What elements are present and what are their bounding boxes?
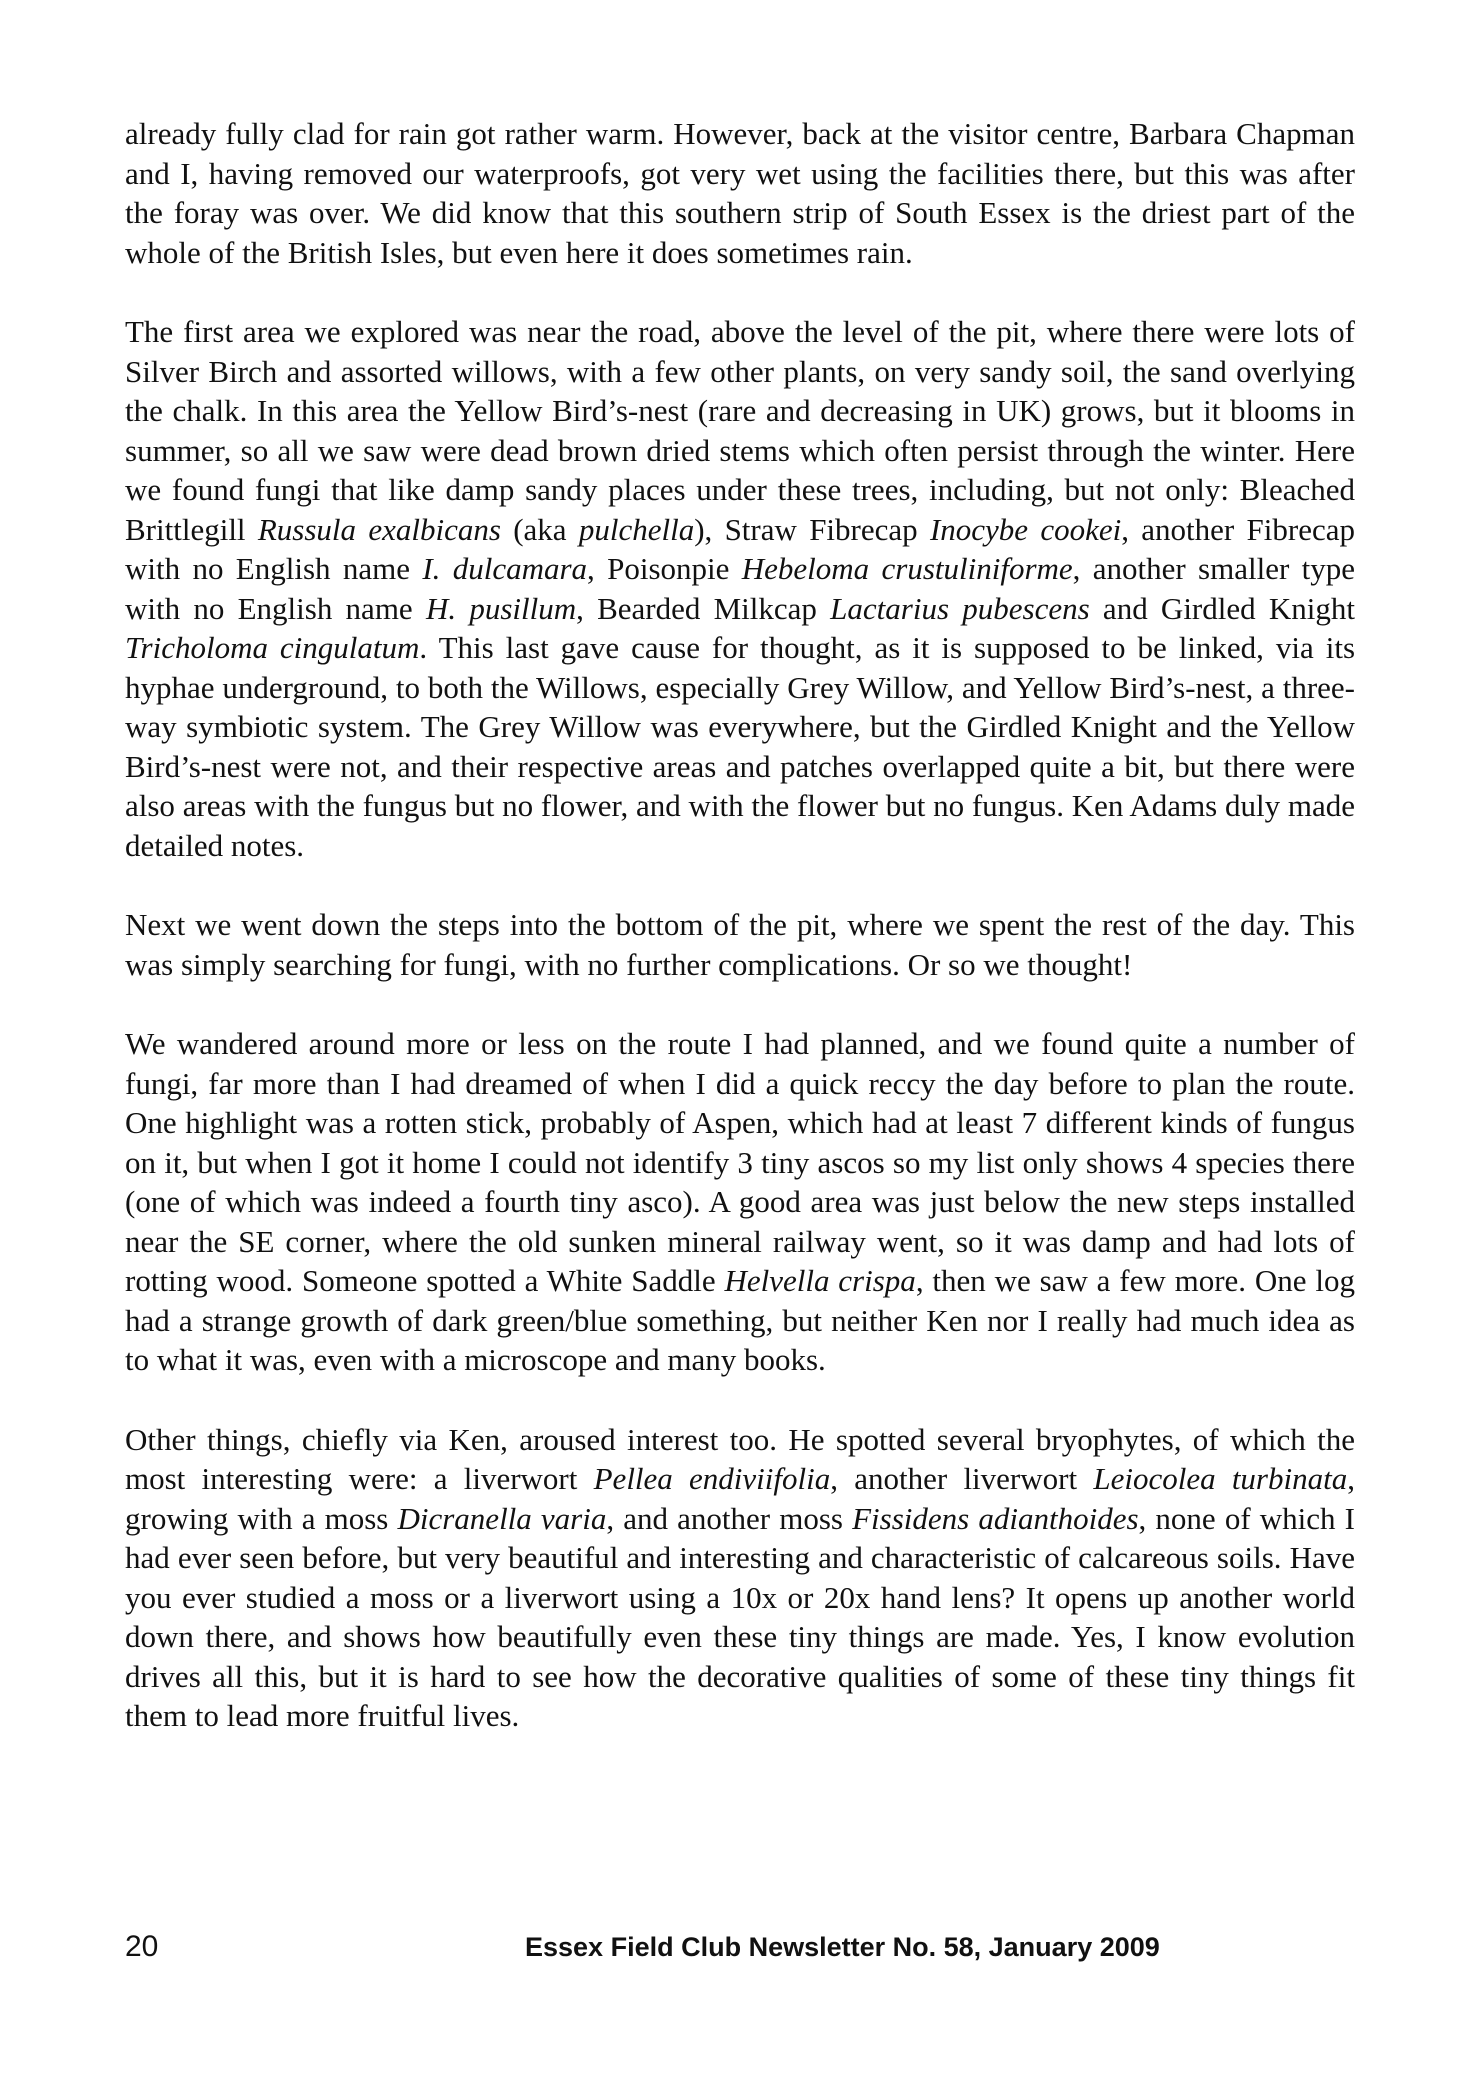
- paragraph: [125, 1420, 1355, 1736]
- text-run: . This last gave cause for thought, as it is supposed to be linked, via its hyphae underground, to both the Willows, especially Grey Willow, and Yellow Bird’s-nest, a three-way symbiotic system. The Grey Willow was everywhere, but the Girdled Knight and the Yellow Bird’s-nest were not, and their respective areas and patches overlapped quite a bit, but there were also areas with the fungus but no flower, and with the flower but no fungus. Ken Adams duly made detailed notes.: [125, 630, 1356, 863]
- species-name: Helvella crispa: [724, 1263, 916, 1298]
- species-name: Hebeloma crustuliniforme: [741, 551, 1073, 586]
- species-name: Pellea endiviifolia: [593, 1461, 831, 1496]
- text-run: already fully clad for rain got rather warm. However, back at the visitor centre, Barbara Chapman and I, having removed our waterproofs, got very wet using the facilities there, but this was after the foray was over. We did know that this southern strip of South Essex is the driest part of the whole of the British Isles, but even here it does sometimes rain.: [125, 116, 1355, 270]
- species-name: I. dulcamara: [422, 551, 588, 586]
- text-run: , another liverwort: [830, 1461, 1094, 1496]
- species-name: Inocybe cookei: [929, 511, 1122, 547]
- species-name: Tricholoma cingulatum: [125, 630, 420, 665]
- species-name: Fissidens adianthoides: [852, 1500, 1139, 1536]
- paragraph: [125, 1024, 1355, 1380]
- text-run: ), Straw Fibrecap: [694, 511, 930, 547]
- text-run: , Poisonpie: [587, 551, 742, 586]
- text-run: Next we went down the steps into the bottom of the pit, where we spent the rest of the day. This was simply searching for fungi, with no further complications. Or so we thought!: [125, 907, 1355, 982]
- text-run: , another Fibrecap with no English name: [125, 511, 1355, 586]
- text-run: , none of which I had ever seen before, but very beautiful and interesting and characteristic of calcareous soils. Have you ever studied a moss or a liverwort using a 10x or 20x hand lens? It opens up another world down there, and shows how beautifully even these tiny things are made. Yes, I know evolution drives all this, but it is hard to see how the decorative qualities of some of these tiny things fit them to lead more fruitful lives.: [125, 1500, 1356, 1733]
- text-run: and Girdled Knight: [1089, 590, 1355, 626]
- text-run: The first area we explored was near the road, above the level of the pit, where there were lots of Silver Birch and assorted willows, with a few other plants, on very sandy soil, the sand overlying the chalk. In this area the Yellow Bird’s-nest (rare and decreasing in UK) grows, but it blooms in summer, so all we saw were dead brown dried stems which often persist through the winter. Here we found fungi that like damp sandy places under these trees, including, but not only: Bleached Brittlegill: [125, 314, 1355, 547]
- species-name: Russula exalbicans: [257, 511, 501, 547]
- page-number: 20: [125, 1930, 159, 1963]
- species-name: Leiocolea turbinata: [1093, 1461, 1348, 1496]
- page-footer: [125, 1930, 1355, 1970]
- species-name: pulchella: [578, 511, 695, 547]
- text-run: , growing with a moss: [125, 1461, 1355, 1536]
- newsletter-title: Essex Field Club Newsletter No. 58, January 2009: [525, 1932, 1160, 1962]
- paragraph: [125, 312, 1355, 865]
- text-run: , and another moss: [606, 1500, 853, 1536]
- text-run: , Bearded Milkcap: [576, 590, 831, 626]
- text-run: , another smaller type with no English name: [125, 551, 1355, 626]
- text-run: We wandered around more or less on the route I had planned, and we found quite a number of fungi, far more than I had dreamed of when I did a quick reccy the day before to plan the route. One highlight was a rotten stick, probably of Aspen, which had at least 7 different kinds of fungus on it, but when I got it home I could not identify 3 tiny ascos so my list only shows 4 species there (one of which was indeed a fourth tiny asco). A good area was just below the new steps installed near the SE corner, where the old sunken mineral railway went, so it was damp and had lots of rotting wood. Someone spotted a White Saddle: [125, 1026, 1355, 1298]
- paragraph: [125, 905, 1355, 984]
- species-name: H. pusillum: [425, 590, 577, 626]
- species-name: Dicranella varia: [397, 1500, 607, 1536]
- text-run: , then we saw a few more. One log had a strange growth of dark green/blue something, but neither Ken nor I really had much idea as to what it was, even with a microscope and many books.: [125, 1263, 1355, 1377]
- text-run: Other things, chiefly via Ken, aroused interest too. He spotted several bryophytes, of which the most interesting were: a liverwort: [125, 1421, 1355, 1496]
- paragraph: [125, 114, 1355, 272]
- species-name: Lactarius pubescens: [830, 590, 1090, 626]
- article-body: [125, 114, 1355, 1736]
- text-run: (aka: [500, 511, 579, 547]
